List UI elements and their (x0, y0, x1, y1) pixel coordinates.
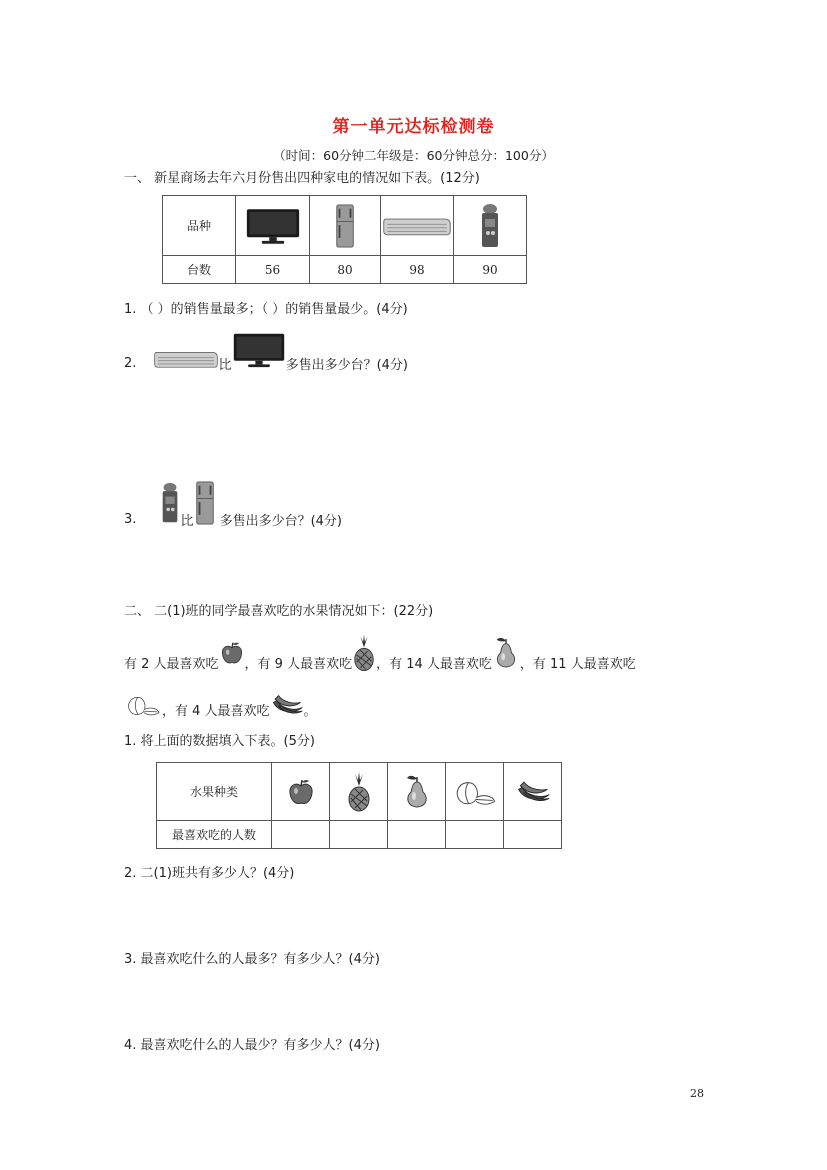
refrigerator-icon (194, 479, 216, 527)
question-1-2: 2. 比 多售出多少台？(4分) (124, 326, 408, 373)
question-1-3: 3. 比 多售出多少台？(4分) (124, 476, 342, 529)
appliance-table-row1-label: 品种 (163, 196, 236, 256)
question-2-2: 2. 二(1)班共有多少人？(4分) (124, 866, 295, 881)
fruit-table-row1-label: 水果种类 (157, 763, 272, 821)
appliance-cell (236, 196, 310, 256)
tv-icon (236, 206, 309, 246)
appliance-count: 98 (381, 256, 454, 284)
question-2-1: 1. 将上面的数据填入下表。(5分) (124, 734, 315, 749)
fruit-count-blank[interactable] (504, 821, 562, 849)
fruit-count-blank[interactable] (388, 821, 446, 849)
appliance-table-row2-label: 台数 (163, 256, 236, 284)
question-number: 3. (124, 512, 137, 527)
appliance-count: 56 (236, 256, 310, 284)
fruit-table (156, 762, 562, 849)
water-dispenser-icon (159, 479, 181, 527)
pear-icon (388, 772, 445, 812)
question-1-1: 1. （ ）的销售量最多；（ ）的销售量最少。(4分) (124, 302, 408, 317)
pineapple-icon (330, 772, 387, 812)
section1-heading: 一、 新星商场去年六月份售出四种家电的情况如下表。(12分) (124, 171, 480, 186)
fruit-cell (504, 763, 562, 821)
banana-icon (270, 692, 304, 718)
question-2-4: 4. 最喜欢吃什么的人最少？有多少人？(4分) (124, 1038, 380, 1053)
water-dispenser-icon (454, 202, 526, 250)
fruit-count-blank[interactable] (330, 821, 388, 849)
fruit-cell (272, 763, 330, 821)
apple-icon (272, 775, 329, 809)
fruit-table-row2-label: 最喜欢吃的人数 (157, 821, 272, 849)
pineapple-icon (352, 634, 376, 672)
section2-heading: 二、 二(1)班的同学最喜欢吃的水果情况如下：(22分) (124, 604, 434, 619)
page-subtitle: （时间：60分钟二年级是：60分钟总分：100分） (273, 148, 554, 163)
fruit-cell (446, 763, 504, 821)
pear-icon (492, 634, 520, 672)
page-title: 第一单元达标检测卷 (332, 117, 495, 137)
appliance-count: 80 (310, 256, 381, 284)
appliance-cell (310, 196, 381, 256)
appliance-cell (454, 196, 527, 256)
page-number: 28 (690, 1087, 704, 1100)
fruit-sentence-line1: 有 2 人最喜欢吃 ，有 9 人最喜欢吃 ，有 14 人最喜欢吃 ，有 11 人最喜欢吃 (124, 634, 636, 672)
fruit-cell (388, 763, 446, 821)
appliance-count: 90 (454, 256, 527, 284)
fruit-count-blank[interactable] (272, 821, 330, 849)
air-conditioner-icon (381, 215, 453, 237)
fruit-sentence-line2: ，有 4 人最喜欢吃 。 (124, 690, 317, 719)
question-number: 2. (124, 356, 137, 371)
refrigerator-icon (310, 202, 380, 250)
appliance-cell (381, 196, 454, 256)
fruit-cell (330, 763, 388, 821)
air-conditioner-icon (153, 348, 219, 370)
tv-icon (232, 330, 286, 370)
appliance-table (162, 195, 527, 284)
apple-icon (219, 638, 245, 668)
banana-icon (504, 778, 561, 806)
peach-icon (124, 691, 162, 719)
question-2-3: 3. 最喜欢吃什么的人最多？有多少人？(4分) (124, 952, 380, 967)
peach-icon (446, 777, 503, 807)
fruit-count-blank[interactable] (446, 821, 504, 849)
